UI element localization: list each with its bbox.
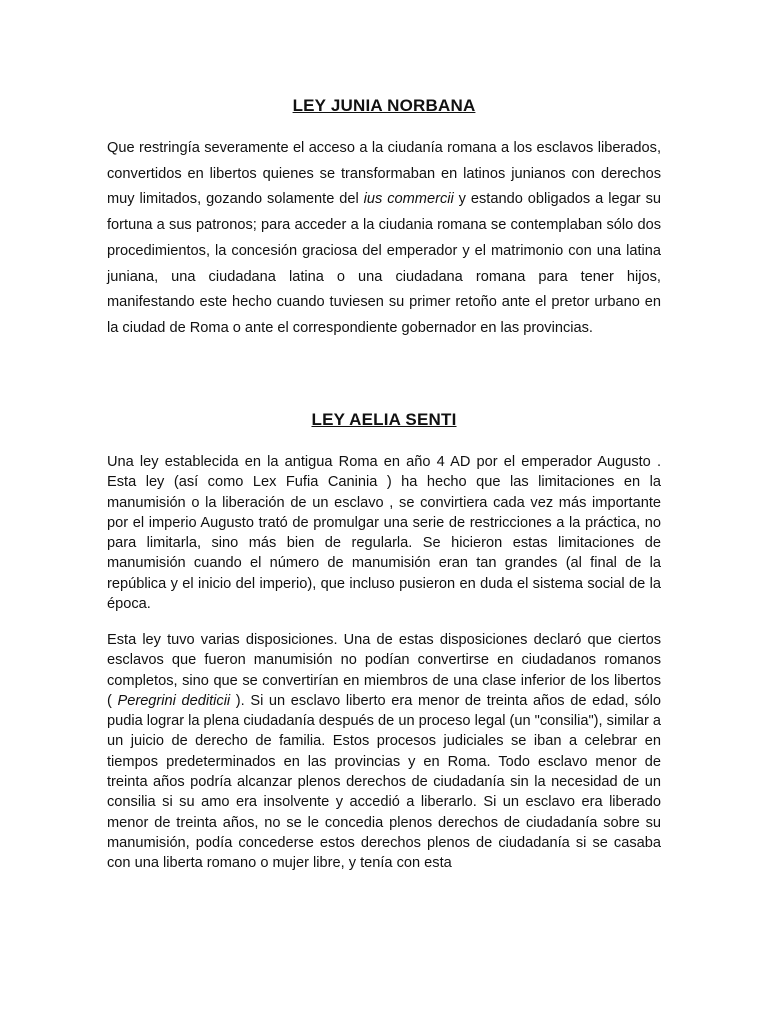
paragraph-text: Esta ley tuvo varias disposiciones. Una de estas disposiciones declaró que ciertos esclavos que fueron manumisión no podían convertirse en ciudadanos romanos completos, sino que se convertirían en miembros de una clase inferior de los libertos ( (107, 632, 661, 709)
paragraph-ley-aelia-senti-1: Una ley establecida en la antigua Roma en año 4 AD por el emperador Augusto . Esta ley (así como Lex Fufia Caninia ) ha hecho que las limitaciones en la manumisión o la liberación de un esclavo , se convirtiera cada vez más importante por el imperio Augusto trató de promulgar una serie de restricciones a la práctica, no para limitarla, sino más bien de regularla. Se hicieron estas limitaciones de manumisión cuando el número de manumisión eran tan grandes (al final de la república y el inicio del imperio), que incluso pusieron en duda el sistema social de la época. (107, 454, 661, 613)
paragraph-text: y estando obligados a legar su fortuna a sus patronos; para acceder a la ciudania romana se contemplaban sólo dos procedimientos, la concesión graciosa del emperador y el matrimonio con una latina juniana, una ciudadana latina o una ciudadana romana para tener hijos, manifestando este hecho cuando tuviesen su primer retoño ante el pretor urbano en la ciudad de Roma o ante el correspondiente gobernador en las provincias. (107, 191, 661, 336)
section-title-ley-junia-norbana: LEY JUNIA NORBANA (292, 96, 476, 115)
italic-term: ius commercii (363, 191, 454, 208)
section-title-ley-aelia-senti: LEY AELIA SENTI (311, 410, 457, 429)
paragraph-text: Que restringía severamente el acceso a la ciudanía romana a los esclavos liberados, convertidos en libertos quienes se transformaban en latinos junianos con derechos muy limitados, gozando solamente del (107, 140, 661, 208)
italic-term: Peregrini dediticii (117, 692, 231, 709)
paragraph-ley-aelia-senti-2 (107, 630, 661, 874)
paragraph-text: ). Si un esclavo liberto era menor de treinta años de edad, sólo pudia lograr la plena ciudadanía después de un proceso legal (un "consilia"), similar a un juicio de derecho de familia. Estos procesos judiciales se iban a celebrar en tiempos predeterminados en las provincias y en Roma. Todo esclavo menor de treinta años podría alcanzar plenos derechos de ciudadanía sin la necesidad de un consilia si su amo era insolvente y accedió a liberarlo. Si un esclavo era liberado menor de treinta años, no se le concedia plenos derechos de ciudadanía sobre su manumisión, podía concederse estos derechos plenos de ciudadanía si se casaba con una liberta romano o mujer libre, y tenía con esta (107, 692, 661, 872)
paragraph-ley-junia-norbana (107, 136, 661, 342)
